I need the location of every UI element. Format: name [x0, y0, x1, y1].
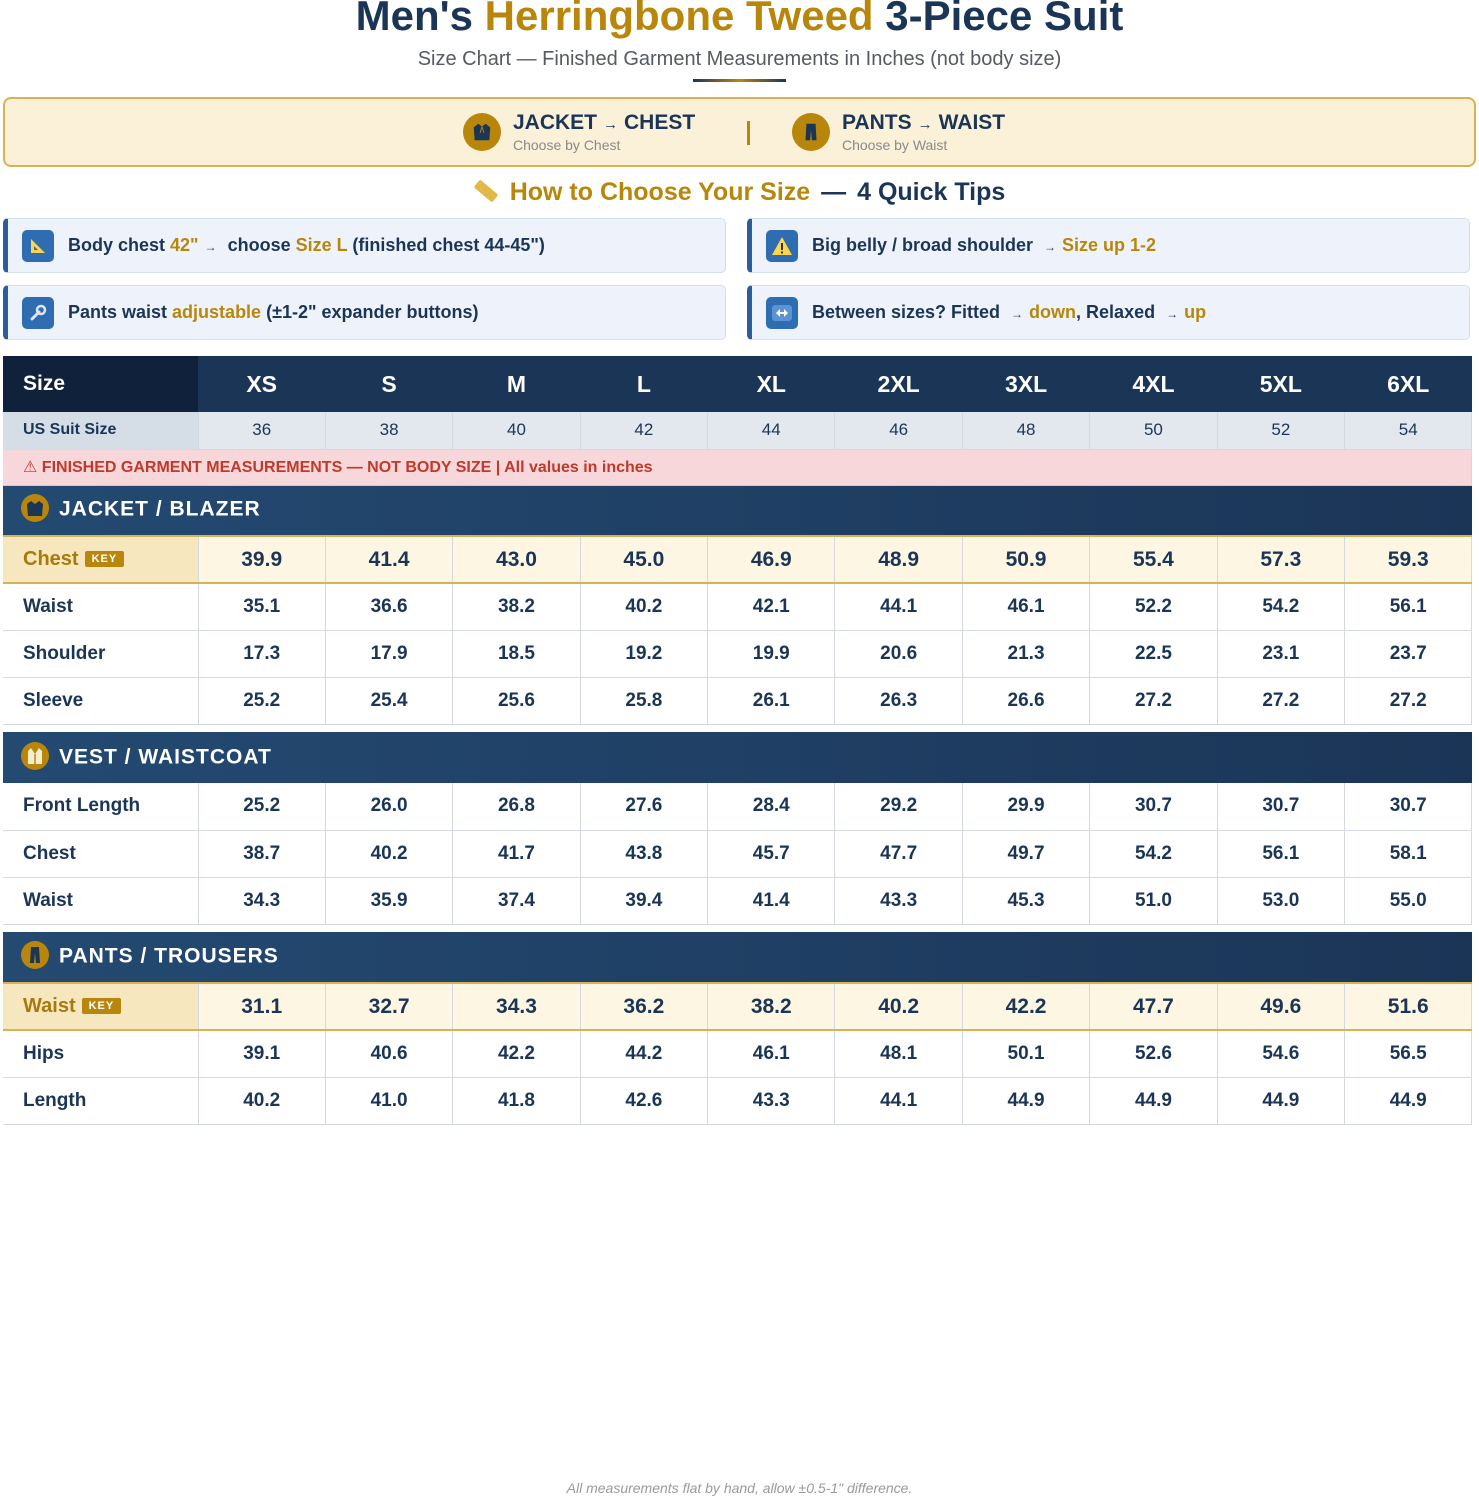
measurement-row [3, 1030, 1472, 1077]
measurement-cell: 50.1 [962, 1030, 1089, 1077]
measurement-label: Sleeve [3, 677, 198, 724]
measurement-cell: 41.8 [453, 1077, 580, 1124]
measurement-cell: 41.7 [453, 830, 580, 877]
size-header-row [3, 356, 1472, 412]
measurement-label: Waist [3, 877, 198, 924]
measurement-cell: 42.2 [453, 1030, 580, 1077]
measurement-cell: 22.5 [1090, 630, 1217, 677]
measurement-cell: 56.1 [1217, 830, 1344, 877]
measurement-cell: 31.1 [198, 983, 325, 1030]
measurement-cell: 25.4 [325, 677, 452, 724]
measurement-cell: 45.0 [580, 536, 707, 583]
measurement-cell: 50.9 [962, 536, 1089, 583]
section-header [3, 732, 1472, 783]
measurement-cell: 42.1 [708, 583, 835, 630]
measurement-cell: 36.2 [580, 983, 707, 1030]
measurement-cell: 44.1 [835, 1077, 962, 1124]
measurement-cell: 25.6 [453, 677, 580, 724]
measurement-cell: 43.0 [453, 536, 580, 583]
measurement-cell: 58.1 [1345, 830, 1472, 877]
measurement-cell: 28.4 [708, 783, 835, 830]
measurement-cell: 23.7 [1345, 630, 1472, 677]
measurement-cell: 25.8 [580, 677, 707, 724]
measurement-row [3, 583, 1472, 630]
measurement-cell: 20.6 [835, 630, 962, 677]
measurement-cell: 29.2 [835, 783, 962, 830]
measurement-cell: 48.1 [835, 1030, 962, 1077]
us-size-label: US Suit Size [3, 412, 198, 449]
measurement-cell: 55.4 [1090, 536, 1217, 583]
us-size-cell: 38 [325, 412, 452, 449]
section-spacer [3, 924, 1472, 932]
page-title: Men's Herringbone Tweed 3-Piece Suit [355, 0, 1124, 39]
measurement-cell: 26.6 [962, 677, 1089, 724]
measurement-cell: 21.3 [962, 630, 1089, 677]
pants-icon [792, 113, 830, 151]
size-header-cell: XL [708, 356, 835, 412]
measurement-cell: 27.6 [580, 783, 707, 830]
measurement-cell: 54.6 [1217, 1030, 1344, 1077]
measurement-cell: 37.4 [453, 877, 580, 924]
measurement-cell: 41.4 [325, 536, 452, 583]
measurement-cell: 42.6 [580, 1077, 707, 1124]
measurement-row [3, 630, 1472, 677]
measurement-cell: 56.5 [1345, 1030, 1472, 1077]
measurement-cell: 44.9 [1090, 1077, 1217, 1124]
measurement-row [3, 536, 1472, 583]
key-badge: KEY [85, 551, 125, 567]
measurement-cell: 39.9 [198, 536, 325, 583]
measurement-cell: 23.1 [1217, 630, 1344, 677]
section-title: PANTS / TROUSERS [3, 932, 1472, 983]
measurement-cell: 54.2 [1217, 583, 1344, 630]
measurement-cell: 48.9 [835, 536, 962, 583]
page-subtitle: Size Chart — Finished Garment Measurements in Inches (not body size) [417, 48, 1062, 70]
measurement-cell: 40.6 [325, 1030, 452, 1077]
measurement-label: Hips [3, 1030, 198, 1077]
warning-row [3, 449, 1472, 485]
measurement-cell: 52.6 [1090, 1030, 1217, 1077]
section-header [3, 485, 1472, 536]
size-header-label: Size [3, 356, 198, 412]
measurement-cell: 43.8 [580, 830, 707, 877]
wrench-icon [22, 297, 54, 329]
measurement-cell: 25.2 [198, 783, 325, 830]
measurement-cell: 41.0 [325, 1077, 452, 1124]
title-divider [693, 79, 786, 82]
measurement-cell: 35.1 [198, 583, 325, 630]
measurement-cell: 38.2 [708, 983, 835, 1030]
measurement-cell: 56.1 [1345, 583, 1472, 630]
triangle-ruler-icon [22, 230, 54, 262]
measurement-cell: 30.7 [1090, 783, 1217, 830]
section-gap [3, 924, 1472, 932]
footer-note: All measurements flat by hand, allow ±0.5-1" difference. [566, 1480, 913, 1496]
measurement-row [3, 830, 1472, 877]
measurement-cell: 26.1 [708, 677, 835, 724]
measurement-row [3, 677, 1472, 724]
us-size-cell: 52 [1217, 412, 1344, 449]
sizing-guide-banner: JACKET → CHEST Choose by Chest PANTS → WAIST Choose by Waist [3, 97, 1476, 167]
size-header-cell: XS [198, 356, 325, 412]
us-size-row [3, 412, 1472, 449]
size-header-cell: 6XL [1345, 356, 1472, 412]
measurement-cell: 49.6 [1217, 983, 1344, 1030]
measurement-cell: 53.0 [1217, 877, 1344, 924]
measurement-cell: 27.2 [1345, 677, 1472, 724]
section-spacer [3, 724, 1472, 732]
measurement-cell: 29.9 [962, 783, 1089, 830]
measurement-cell: 26.8 [453, 783, 580, 830]
section-gap [3, 724, 1472, 732]
left-right-arrow-icon [766, 297, 798, 329]
measurement-cell: 40.2 [580, 583, 707, 630]
size-header-cell: M [453, 356, 580, 412]
tip-between-sizes: Between sizes? Fitted → down, Relaxed → up [747, 285, 1470, 340]
measurement-cell: 40.2 [325, 830, 452, 877]
measurement-cell: 40.2 [198, 1077, 325, 1124]
section-header [3, 932, 1472, 983]
us-size-cell: 36 [198, 412, 325, 449]
measurement-cell: 27.2 [1090, 677, 1217, 724]
measurement-cell: 51.6 [1345, 983, 1472, 1030]
measurement-cell: 45.3 [962, 877, 1089, 924]
measurement-label: Waist KEY [3, 983, 198, 1030]
measurement-cell: 30.7 [1345, 783, 1472, 830]
measurement-cell: 44.1 [835, 583, 962, 630]
measurement-cell: 42.2 [962, 983, 1089, 1030]
tips-heading: How to Choose Your Size — 4 Quick Tips [0, 178, 1479, 207]
us-size-cell: 46 [835, 412, 962, 449]
section-title: JACKET / BLAZER [3, 485, 1472, 536]
measurement-label: Chest [3, 830, 198, 877]
size-header-cell: 5XL [1217, 356, 1344, 412]
measurement-cell: 19.9 [708, 630, 835, 677]
measurement-cell: 34.3 [198, 877, 325, 924]
jacket-icon [21, 494, 49, 522]
measurement-cell: 44.2 [580, 1030, 707, 1077]
measurement-cell: 54.2 [1090, 830, 1217, 877]
measurement-row [3, 983, 1472, 1030]
measurement-cell: 30.7 [1217, 783, 1344, 830]
us-size-cell: 42 [580, 412, 707, 449]
size-chart-table [3, 356, 1472, 1125]
measurement-cell: 26.0 [325, 783, 452, 830]
measurement-label: Shoulder [3, 630, 198, 677]
warning-icon [766, 230, 798, 262]
measurement-cell: 26.3 [835, 677, 962, 724]
key-badge: KEY [82, 998, 122, 1014]
measurement-cell: 18.5 [453, 630, 580, 677]
measurement-warning: ⚠ FINISHED GARMENT MEASUREMENTS — NOT BODY SIZE | All values in inches [3, 449, 1472, 485]
measurement-cell: 19.2 [580, 630, 707, 677]
measurement-cell: 41.4 [708, 877, 835, 924]
measurement-cell: 44.9 [962, 1077, 1089, 1124]
measurement-row [3, 877, 1472, 924]
measurement-cell: 57.3 [1217, 536, 1344, 583]
tip-pants-adjustable: Pants waist adjustable (±1-2" expander buttons) [3, 285, 726, 340]
measurement-cell: 36.6 [325, 583, 452, 630]
pants-icon [21, 941, 49, 969]
measurement-cell: 55.0 [1345, 877, 1472, 924]
measurement-cell: 32.7 [325, 983, 452, 1030]
measurement-label: Waist [3, 583, 198, 630]
measurement-cell: 27.2 [1217, 677, 1344, 724]
measurement-cell: 51.0 [1090, 877, 1217, 924]
measurement-cell: 34.3 [453, 983, 580, 1030]
size-header-cell: 3XL [962, 356, 1089, 412]
us-size-cell: 40 [453, 412, 580, 449]
size-header-cell: S [325, 356, 452, 412]
measurement-cell: 46.9 [708, 536, 835, 583]
size-header-cell: 4XL [1090, 356, 1217, 412]
measurement-cell: 35.9 [325, 877, 452, 924]
measurement-cell: 44.9 [1345, 1077, 1472, 1124]
measurement-cell: 25.2 [198, 677, 325, 724]
section-title: VEST / WAISTCOAT [3, 732, 1472, 783]
measurement-cell: 45.7 [708, 830, 835, 877]
measurement-label: Front Length [3, 783, 198, 830]
measurement-cell: 38.2 [453, 583, 580, 630]
tip-body-chest: Body chest 42" → choose Size L (finished chest 44-45") [3, 218, 726, 273]
vest-icon [21, 742, 49, 770]
measurement-cell: 38.7 [198, 830, 325, 877]
measurement-cell: 49.7 [962, 830, 1089, 877]
measurement-cell: 59.3 [1345, 536, 1472, 583]
jacket-icon [463, 113, 501, 151]
measurement-label: Length [3, 1077, 198, 1124]
measurement-row [3, 1077, 1472, 1124]
measurement-cell: 47.7 [1090, 983, 1217, 1030]
measurement-cell: 43.3 [708, 1077, 835, 1124]
measurement-cell: 47.7 [835, 830, 962, 877]
measurement-cell: 52.2 [1090, 583, 1217, 630]
measurement-cell: 46.1 [962, 583, 1089, 630]
measurement-cell: 44.9 [1217, 1077, 1344, 1124]
us-size-cell: 50 [1090, 412, 1217, 449]
measurement-cell: 39.4 [580, 877, 707, 924]
measurement-cell: 46.1 [708, 1030, 835, 1077]
us-size-cell: 44 [708, 412, 835, 449]
measurement-cell: 17.9 [325, 630, 452, 677]
measurement-cell: 43.3 [835, 877, 962, 924]
tip-size-up: Big belly / broad shoulder → Size up 1-2 [747, 218, 1470, 273]
measurement-cell: 40.2 [835, 983, 962, 1030]
ruler-icon [473, 179, 498, 202]
measurement-cell: 39.1 [198, 1030, 325, 1077]
measurement-label: Chest KEY [3, 536, 198, 583]
measurement-cell: 17.3 [198, 630, 325, 677]
banner-divider [747, 121, 750, 145]
size-header-cell: 2XL [835, 356, 962, 412]
us-size-cell: 54 [1345, 412, 1472, 449]
measurement-row [3, 783, 1472, 830]
size-header-cell: L [580, 356, 707, 412]
us-size-cell: 48 [962, 412, 1089, 449]
